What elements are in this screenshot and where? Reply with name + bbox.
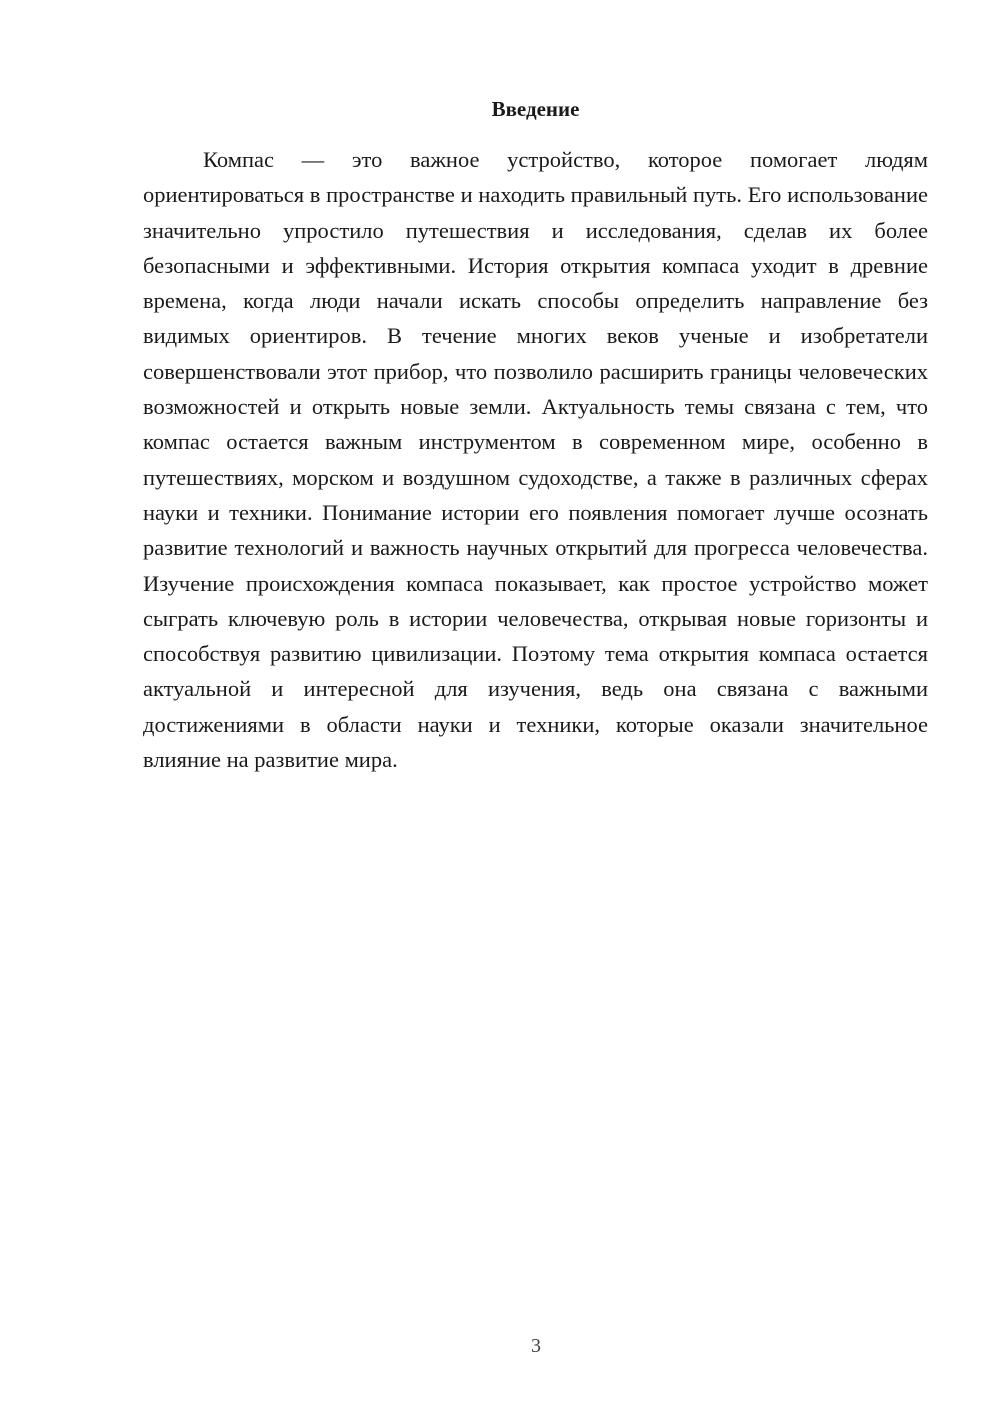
section-heading: Введение bbox=[491, 97, 580, 121]
body-paragraph: Компас — это важное устройство, которое помогает людям ориентироваться в пространстве и находить правильный путь. Его использование значительно упростило путешествия и исследования, сделав их более безопасными и эффективными. История открытия компаса уходит в древние времена, когда люди начали искать способы определить направление без видимых ориентиров. В течение многих веков ученые и изобретатели совершенствовали этот прибор, что позволило расширить границы человеческих возможностей и открыть новые земли. Актуальность темы связана с тем, что компас остается важным инструментом в современном мире, особенно в путешествиях, морском и воздушном судоходстве, а также в различных сферах науки и техники. Понимание истории его появления помогает лучше осознать развитие технологий и важность научных открытий для прогресса человечества. Изучение происхождения компаса показывает, как простое устройство может сыграть ключевую роль в истории человечества, открывая новые горизонты и способствуя развитию цивилизации. Поэтому тема открытия компаса остается актуальной и интересной для изучения, ведь она связана с важными достижениями в области науки и техники, которые оказали значительное влияние на развитие мира. bbox=[143, 147, 928, 773]
page-number: 3 bbox=[531, 1335, 541, 1357]
